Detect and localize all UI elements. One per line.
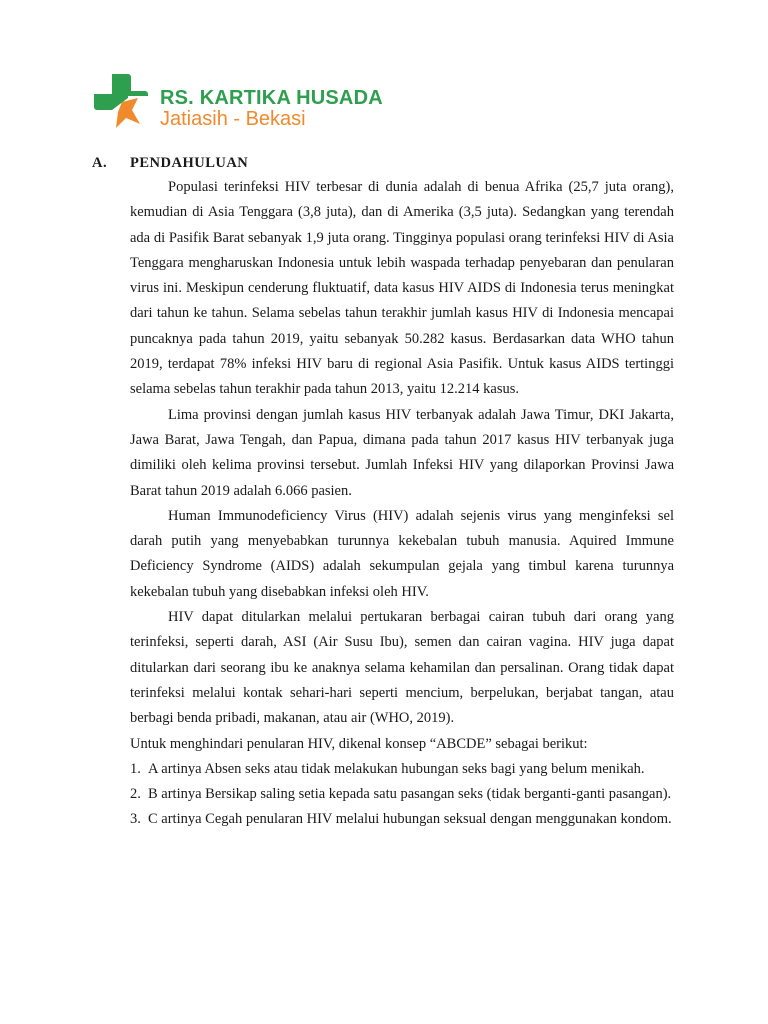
section-title: PENDAHULUAN (130, 155, 249, 171)
hospital-name: RS. KARTIKA HUSADA (160, 87, 383, 109)
list-text: B artinya Bersikap saling setia kepada satu pasangan seks (tidak berganti-ganti pasangan). (148, 786, 672, 803)
paragraph: Lima provinsi dengan jumlah kasus HIV terbanyak adalah Jawa Timur, DKI Jakarta, Jawa Barat, Jawa Tengah, dan Papua, dimana pada tahun 2017 kasus HIV terbanyak juga dimiliki oleh kelima provinsi tersebut. Jumlah Infeksi HIV yang dilaporkan Provinsi Jawa Barat tahun 2019 adalah 6.066 pasien. (130, 406, 674, 499)
list-item (130, 782, 674, 807)
list-text: A artinya Absen seks atau tidak melakukan hubungan seks bagi yang belum menikah. (148, 760, 645, 777)
list-number: 2. (130, 786, 141, 803)
hospital-logo (92, 72, 383, 130)
medical-cross-icon (92, 72, 148, 130)
list-text: C artinya Cegah penularan HIV melalui hubungan seksual dengan menggunakan kondom. (148, 811, 672, 828)
section-heading (92, 155, 674, 172)
section-number: A. (92, 155, 108, 171)
hospital-location: Jatiasih - Bekasi (160, 108, 306, 130)
list-item (130, 757, 674, 782)
paragraph: HIV dapat ditularkan melalui pertukaran berbagai cairan tubuh dari orang yang terinfeksi, seperti darah, ASI (Air Susu Ibu), semen dan cairan vagina. HIV juga dapat ditularkan dari seorang ibu ke anaknya selama kehamilan dan persalinan. Orang tidak dapat terinfeksi melalui kontak sehari-hari seperti mencium, berpelukan, berjabat tangan, atau berbagi benda pribadi, makanan, atau air (WHO, 2019). (130, 609, 674, 727)
abcde-list (130, 757, 674, 833)
list-number: 3. (130, 811, 141, 828)
document-body (130, 175, 674, 833)
list-item (130, 807, 674, 832)
list-number: 1. (130, 760, 141, 777)
paragraph: Populasi terinfeksi HIV terbesar di dunia adalah di benua Afrika (25,7 juta orang), kemudian di Asia Tenggara (3,8 juta), dan di Amerika (3,5 juta). Sedangkan yang terendah ada di Pasifik Barat sebanyak 1,9 juta orang. Tingginya populasi orang terinfeksi HIV di Asia Tenggara mengharuskan Indonesia untuk lebih waspada terhadap penyebaran dan penularan virus ini. Meskipun cenderung fluktuatif, data kasus HIV AIDS di Indonesia terus meningkat dari tahun ke tahun. Selama sebelas tahun terakhir jumlah kasus HIV di Indonesia mencapai puncaknya pada tahun 2019, yaitu sebanyak 50.282 kasus. Berdasarkan data WHO tahun 2019, terdapat 78% infeksi HIV baru di regional Asia Pasifik. Untuk kasus AIDS tertinggi selama sebelas tahun terakhir pada tahun 2013, yaitu 12.214 kasus. (130, 179, 674, 398)
paragraph: Human Immunodeficiency Virus (HIV) adalah sejenis virus yang menginfeksi sel darah putih yang menyebabkan turunnya kekebalan tubuh manusia. Aquired Immune Deficiency Syndrome (AIDS) adalah sekumpulan gejala yang timbul karena turunnya kekebalan tubuh yang disebabkan infeksi oleh HIV. (130, 507, 674, 600)
abcde-intro: Untuk menghindari penularan HIV, dikenal konsep “ABCDE” sebagai berikut: (130, 735, 588, 752)
